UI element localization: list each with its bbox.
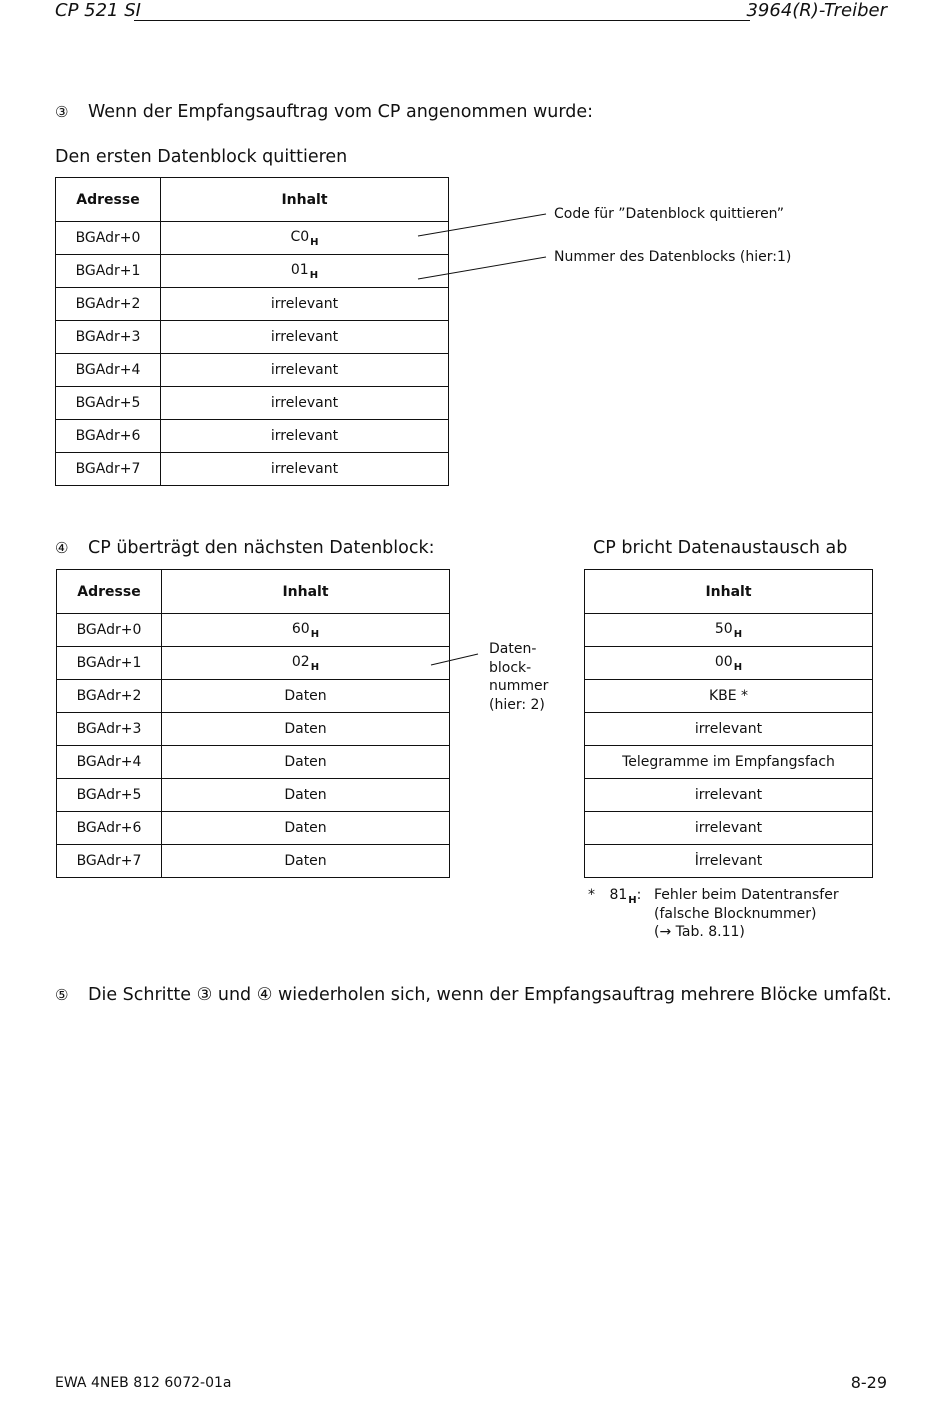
annotation-code: Code für ”Datenblock quittieren”: [554, 206, 785, 222]
address-cell: BGAdr+6: [56, 420, 161, 453]
step3-text: Wenn der Empfangsauftrag vom CP angenommen wurde:: [88, 102, 594, 122]
address-cell: BGAdr+6: [57, 812, 162, 845]
content-cell: Daten: [162, 779, 450, 812]
hex-suffix: H: [310, 661, 320, 673]
address-cell: BGAdr+1: [57, 647, 162, 680]
address-cell: BGAdr+5: [57, 779, 162, 812]
leader-line-code: [418, 214, 546, 236]
address-cell: BGAdr+3: [56, 321, 161, 354]
step3-col-address: Adresse: [56, 178, 161, 222]
hex-suffix: H: [733, 628, 743, 640]
hex-value: 50: [714, 620, 733, 637]
address-cell: BGAdr+2: [56, 288, 161, 321]
address-cell: BGAdr+5: [56, 387, 161, 420]
step4-text: CP überträgt den nächsten Datenblock:: [88, 538, 435, 558]
step3-col-content: Inhalt: [161, 178, 449, 222]
header-title-right: 3964(R)-Treiber: [746, 0, 887, 21]
annotation-line: nummer: [489, 678, 549, 694]
hex-value: 02: [291, 653, 310, 670]
content-cell: irrelevant: [585, 779, 873, 812]
hex-suffix: H: [310, 628, 320, 640]
abort-col-content: Inhalt: [585, 570, 873, 614]
content-cell: irrelevant: [585, 812, 873, 845]
address-cell: BGAdr+7: [56, 453, 161, 486]
step3-marker: ③: [55, 103, 69, 121]
abort-title: CP bricht Datenaustausch ab: [593, 538, 848, 558]
header-title-left: CP 521 SI: [55, 0, 141, 21]
annotation-line: Daten-: [489, 641, 537, 657]
hex-suffix: H: [628, 895, 637, 906]
content-cell: KBE *: [585, 680, 873, 713]
content-cell: Telegramme im Empfangsfach: [585, 746, 873, 779]
footnote-line: Fehler beim Datentransfer: [654, 887, 839, 903]
annotation-block-number: Nummer des Datenblocks (hier:1): [554, 249, 792, 265]
hex-value: 01: [290, 261, 309, 278]
content-cell: Daten: [162, 812, 450, 845]
content-cell: Daten: [162, 746, 450, 779]
step4-marker: ④: [55, 539, 69, 557]
leader-line-datenblocknummer: [431, 654, 478, 665]
page-number: 8-29: [850, 1373, 887, 1392]
content-cell: irrelevant: [161, 354, 449, 387]
step4-col-content: Inhalt: [162, 570, 450, 614]
leader-line-block-number: [418, 257, 546, 279]
hex-suffix: H: [310, 236, 319, 248]
footnote-star: *: [588, 887, 595, 903]
content-cell: irrelevant: [161, 288, 449, 321]
content-cell: Daten: [162, 713, 450, 746]
address-cell: BGAdr+2: [57, 680, 162, 713]
address-cell: BGAdr+4: [56, 354, 161, 387]
content-cell: irrelevant: [161, 453, 449, 486]
content-cell: irrelevant: [585, 713, 873, 746]
address-cell: BGAdr+7: [57, 845, 162, 878]
content-cell: irrelevant: [161, 321, 449, 354]
footnote-line: (falsche Blocknummer): [654, 905, 817, 922]
step5-text: Die Schritte ③ und ④ wiederholen sich, wenn der Empfangsauftrag mehrere Blöcke umfaßt.: [88, 985, 892, 1005]
footnote-line: (→ Tab. 8.11): [654, 924, 745, 940]
content-cell: İrrelevant: [585, 845, 873, 878]
content-cell: Daten: [162, 680, 450, 713]
address-cell: BGAdr+0: [57, 614, 162, 647]
content-cell: Daten: [162, 845, 450, 878]
footnote-code: 81: [609, 887, 628, 903]
annotation-line: (hier: 2): [489, 696, 545, 713]
hex-value: 00: [714, 653, 733, 670]
address-cell: BGAdr+1: [56, 255, 161, 288]
footnote-colon: :: [636, 887, 642, 903]
hex-value: C0: [290, 228, 310, 245]
hex-value: 60: [291, 620, 310, 637]
step4-col-address: Adresse: [57, 570, 162, 614]
step3-subtitle: Den ersten Datenblock quittieren: [55, 147, 348, 167]
content-cell: irrelevant: [161, 387, 449, 420]
content-cell: irrelevant: [161, 420, 449, 453]
address-cell: BGAdr+3: [57, 713, 162, 746]
address-cell: BGAdr+4: [57, 746, 162, 779]
annotation-line: block-: [489, 659, 532, 676]
document-number: EWA 4NEB 812 6072-01a: [55, 1375, 232, 1391]
hex-suffix: H: [733, 661, 743, 673]
hex-suffix: H: [309, 269, 319, 281]
step5-marker: ⑤: [55, 986, 69, 1004]
address-cell: BGAdr+0: [56, 222, 161, 255]
